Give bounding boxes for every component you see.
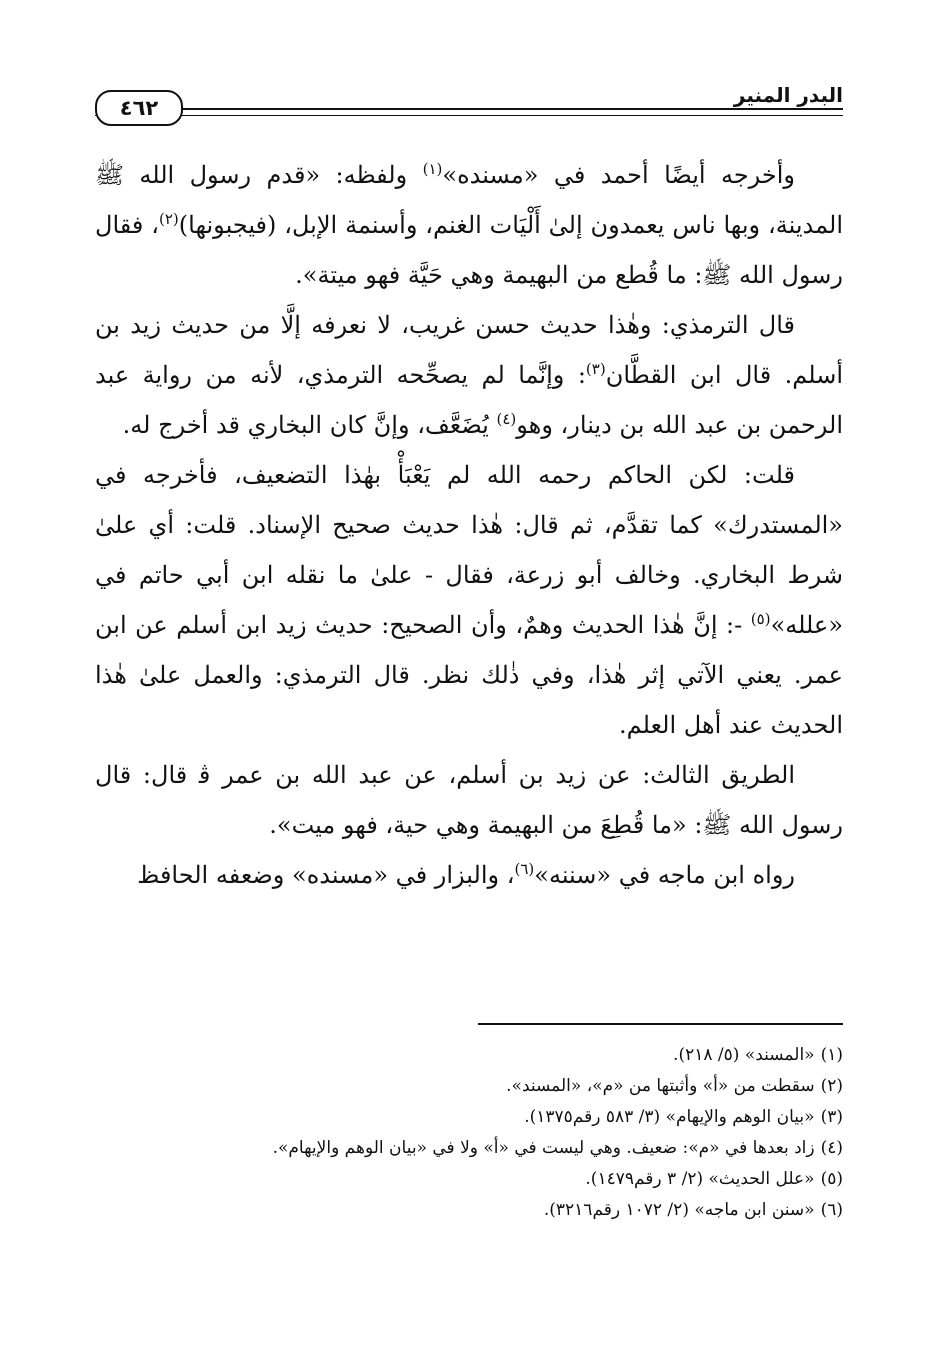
footnote-item [95,1071,843,1102]
footnote-number: (٣) [820,1107,843,1127]
footnote-text: زاد بعدها في «م»: ضعيف. وهي ليست في «أ» ولا في «بيان الوهم والإيهام». [272,1138,815,1158]
body-paragraph [95,150,843,300]
footnote-item [95,1195,843,1226]
paragraph-text: قلت: لكن الحاكم رحمه الله لم يَعْبَأْ بهٰذا التضعيف، فأخرجه في «المستدرك» كما تقدَّم، ثم قال: هٰذا حديث صحيح الإسناد. قلت: أي علىٰ شرط البخاري. وخالف أبو زرعة، فقال - علىٰ ما نقله ابن أبي حاتم في «علله» [95,461,844,639]
paragraph-text: وأخرجه أيضًا أحمد في «مسنده» [442,161,795,189]
body-paragraph [95,750,843,850]
footnote-item [95,1164,843,1195]
body-paragraph [95,450,843,750]
header-rule-thick [95,108,843,110]
footnote-number: (١) [820,1045,843,1065]
paragraph-text: ، فقال رسول الله ﷺ: ما قُطع من البهيمة وهي حَيَّة فهو ميتة». [95,211,843,289]
paragraph-text: رواه ابن ماجه في «سننه» [534,861,795,889]
footnote-text: «المسند» (٥/ ٢١٨). [673,1045,815,1065]
body-paragraph [95,850,843,900]
main-text [95,150,843,900]
footnote-item [95,1040,843,1071]
paragraph-text: قال الترمذي: وهٰذا حديث حسن غريب، لا نعرفه إلَّا من حديث زيد بن أسلم. قال ابن القطَّان [95,311,844,389]
footnote-item [95,1133,843,1164]
footnote-reference: (٢) [158,210,179,228]
paragraph-text: ، والبزار في «مسنده» وضعفه الحافظ [137,861,515,889]
page-number: ٤٦٢ [95,90,183,126]
footnote-number: (٤) [820,1138,843,1158]
paragraph-text: ولفظه: «قدم رسول الله ﷺ المدينة، وبها ناس يعمدون إلىٰ أَلْيَات الغنم، وأسنمة الإبل، (فيجبونها) [95,161,843,239]
footnote-number: (٦) [820,1200,843,1220]
footnote-separator [478,1023,843,1025]
footnote-text: سقطت من «أ» وأثبتها من «م»، «المسند». [506,1076,815,1096]
paragraph-text: يُضَعَّف، وإنَّ كان البخاري قد أخرج له. [122,411,497,439]
footnote-reference: (٤) [496,410,517,428]
header-rule-thin [95,115,843,116]
paragraph-text: -: إنَّ هٰذا الحديث وهمٌ، وأن الصحيح: حديث زيد ابن أسلم عن ابن عمر. يعني الآتي إثر هٰذا، وفي ذٰلك نظر. قال الترمذي: والعمل علىٰ هٰذا الحديث عند أهل العلم. [95,611,843,739]
footnote-number: (٥) [820,1169,843,1189]
page-header [95,84,843,130]
footnote-reference: (٣) [585,360,606,378]
running-title: البدر المنير [724,84,843,106]
footnote-text: «سنن ابن ماجه» (٢/ ١٠٧٢ رقم٣٢١٦). [543,1200,815,1220]
footnote-text: «بيان الوهم والإيهام» (٣/ ٥٨٣ رقم١٣٧٥). [524,1107,815,1127]
footnotes [95,1040,843,1226]
footnote-item [95,1102,843,1133]
body-paragraph [95,300,843,450]
paragraph-text: : وإنَّما لم يصحِّحه الترمذي، لأنه من رواية عبد الرحمن بن عبد الله بن دينار، وهو [95,361,843,439]
paragraph-text: الطريق الثالث: عن زيد بن أسلم، عن عبد الله بن عمر ﭬ قال: قال رسول الله ﷺ: «ما قُطِعَ من البهيمة وهي حية، فهو ميت». [95,761,843,839]
footnote-reference: (٦) [514,860,535,878]
footnote-number: (٢) [820,1076,843,1096]
footnote-text: «علل الحديث» (٢/ ٣ رقم١٤٧٩). [585,1169,815,1189]
footnote-reference: (١) [422,160,443,178]
footnote-reference: (٥) [750,610,771,628]
